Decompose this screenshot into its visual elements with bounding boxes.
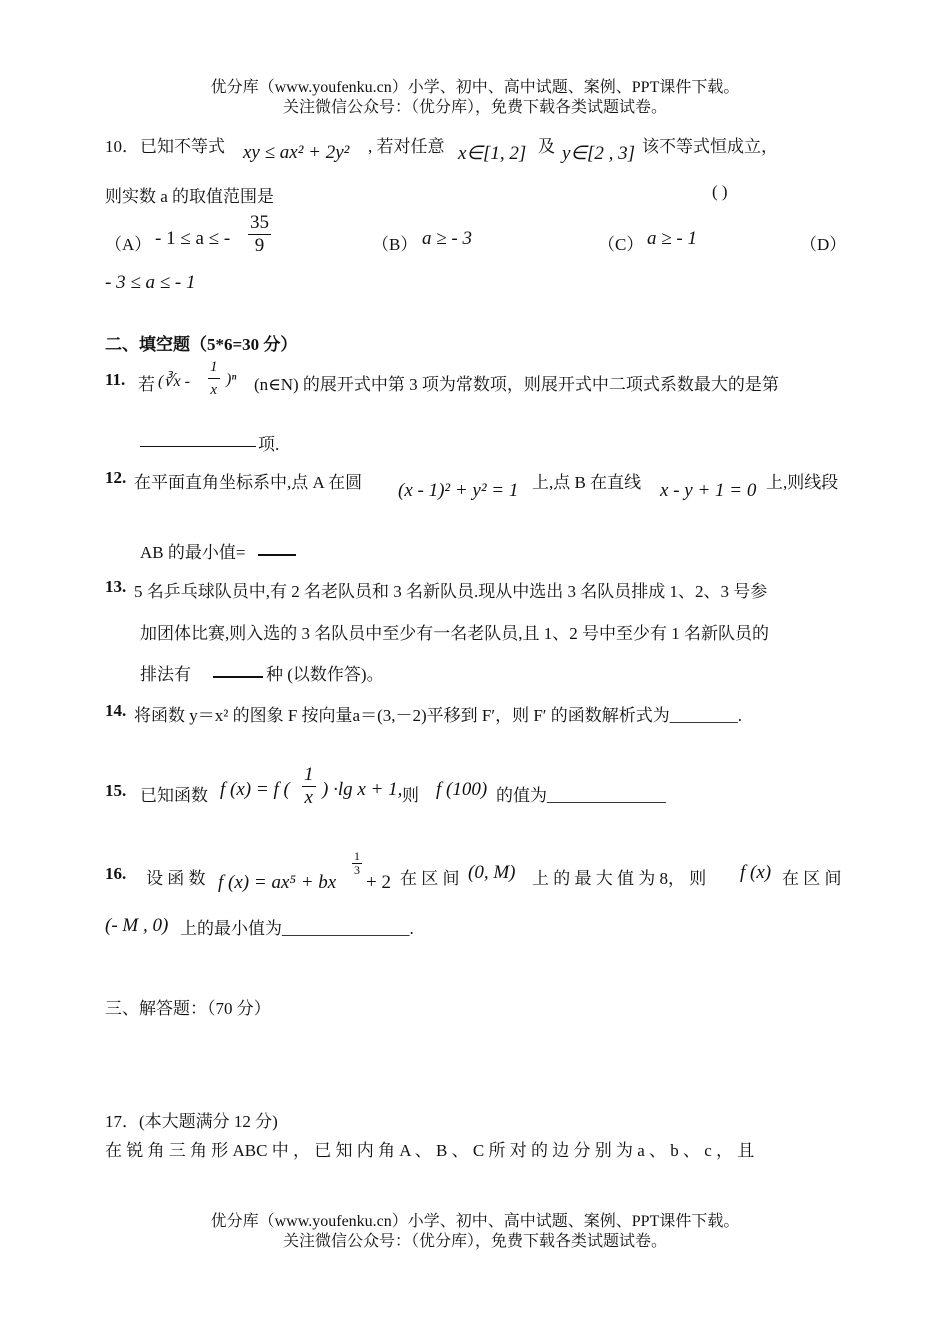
q11-fraction-numerator: 1 [208, 356, 220, 379]
q16-interval-1: (0, M) [468, 862, 516, 883]
q16-exponent-numerator: 1 [354, 849, 360, 863]
q11-text-3: 项. [258, 435, 280, 454]
q12-text-3: 上,则线段 [766, 473, 839, 492]
q10-inequality: xy ≤ ax² + 2y² [243, 142, 350, 163]
q12-text-1: 在平面直角坐标系中,点 A 在圆 [134, 473, 363, 492]
q17-line-1: 在 锐 角 三 角 形 ABC 中 ， 已 知 内 角 A 、 B 、 C 所 对 的 边 分 别 为 a 、 b 、 c ， 且 [105, 1141, 755, 1160]
q10-option-a-denominator: 9 [254, 235, 265, 256]
q13-answer-blank [213, 658, 263, 683]
q10-option-c-expr: a ≥ - 1 [647, 228, 698, 249]
q16-exponent-denominator: 3 [354, 863, 360, 877]
q15-function-rhs: ) ·lg x + 1, [322, 779, 403, 800]
q10-option-a-fraction [248, 212, 271, 257]
q16-exponent [352, 850, 362, 877]
q15-text-2: 则 [402, 786, 419, 805]
q15-value: f (100) [436, 779, 488, 800]
q15-number: 15. [105, 781, 127, 800]
q15-function-lhs: f (x) = f ( [220, 779, 290, 800]
q12-text-2: 上,点 B 在直线 [532, 473, 642, 492]
q11-answer-blank [140, 428, 256, 452]
q15-text-1: 已知函数 [140, 786, 208, 805]
header-line-1: 优分库（www.youfenku.cn）小学、初中、高中试题、案例、PPT课件下载。 [210, 79, 740, 96]
q11-fraction [208, 356, 220, 401]
q10-x-range: x∈[1, 2] [458, 143, 527, 164]
q10-option-c-label: （C） [598, 235, 644, 254]
q10-option-d-label: （D） [800, 235, 847, 254]
q11-number: 11. [105, 370, 126, 389]
q16-text-3: 上 的 最 大 值 为 8， 则 [532, 869, 707, 888]
q11-text-2: (n∈N) 的展开式中第 3 项为常数项，则展开式中二项式系数最大的是第 [254, 375, 779, 394]
q13-number: 13. [105, 577, 127, 596]
q10-option-a-numerator: 35 [250, 212, 269, 233]
q15-text-3: 的值为______________ [496, 786, 666, 805]
q12-circle-equation: (x - 1)² + y² = 1 [398, 480, 519, 501]
q16-function: f (x) = ax⁵ + bx [218, 872, 337, 893]
q10-text-1: 已知不等式 [140, 137, 225, 156]
q16-text-1: 设 函 数 [146, 869, 206, 888]
q17-header: 17．(本大题满分 12 分) [105, 1112, 278, 1131]
footer-line-2: 关注微信公众号：（优分库），免费下载各类试题试卷。 [282, 1233, 667, 1250]
q15-fraction-denominator: x [304, 787, 313, 808]
q13-line-3a: 排法有 [140, 665, 191, 684]
q10-option-b-expr: a ≥ - 3 [422, 228, 473, 249]
q16-text-4: 在 区 间 [782, 869, 842, 888]
q10-option-d-expr: - 3 ≤ a ≤ - 1 [105, 272, 196, 293]
q14-text: 将函数 y＝x² 的图象 F 按向量a＝(3,－2)平移到 F′，则 F′ 的函数解析式为________. [134, 706, 743, 725]
q10-text-3: 及 [538, 137, 555, 156]
q12-line-equation: x - y + 1 = 0 [660, 480, 757, 501]
q11-fraction-denominator: x [210, 382, 218, 398]
q12-answer-blank [258, 536, 296, 561]
q15-fraction-numerator: 1 [304, 764, 314, 785]
q12-text-4: AB 的最小值= [140, 543, 246, 562]
q10-text-2: , 若对任意 [368, 137, 445, 156]
q16-text-5: 上的最小值为_______________. [180, 919, 414, 938]
q11-expr-close: )ⁿ [226, 371, 237, 388]
section-3-title: 三、解答题：（70 分） [105, 999, 271, 1018]
footer-line-1: 优分库（www.youfenku.cn）小学、初中、高中试题、案例、PPT课件下载。 [210, 1213, 740, 1230]
q13-line-2: 加团体比赛,则入选的 3 名队员中至少有一名老队员,且 1、2 号中至少有 1 名新队员的 [140, 624, 769, 643]
q15-fraction [302, 764, 316, 809]
q10-y-range: y∈[2 , 3] [562, 143, 636, 164]
q13-line-3b: 种 (以数作答)。 [266, 665, 384, 684]
q16-text-2: 在 区 间 [400, 869, 460, 888]
q10-text-4: 该不等式恒成立， [642, 137, 778, 156]
q11-text-1: 若 [138, 375, 155, 394]
q10-answer-paren: ( ) [712, 182, 728, 201]
q10-option-a-label: （A） [105, 235, 152, 254]
q10-option-a-expr: - 1 ≤ a ≤ - [155, 228, 231, 249]
q16-function-end: + 2 [366, 872, 391, 893]
q11-expr-open: (∛x - [158, 373, 190, 390]
q16-interval-2: (- M , 0) [105, 915, 169, 936]
q16-number: 16. [105, 864, 127, 883]
q10-number: 10． [105, 137, 139, 156]
q10-option-b-label: （B） [372, 235, 418, 254]
q16-fx: f (x) [740, 862, 772, 883]
q12-number: 12. [105, 468, 127, 487]
section-2-title: 二、填空题（5*6=30 分） [105, 335, 298, 354]
q13-line-1: 5 名乒乓球队员中,有 2 名老队员和 3 名新队员.现从中选出 3 名队员排成 1、2、3 号参 [134, 582, 768, 601]
q14-number: 14. [105, 701, 127, 720]
header-line-2: 关注微信公众号：（优分库），免费下载各类试题试卷。 [282, 99, 667, 116]
q10-line-2: 则实数 a 的取值范围是 [105, 187, 275, 206]
